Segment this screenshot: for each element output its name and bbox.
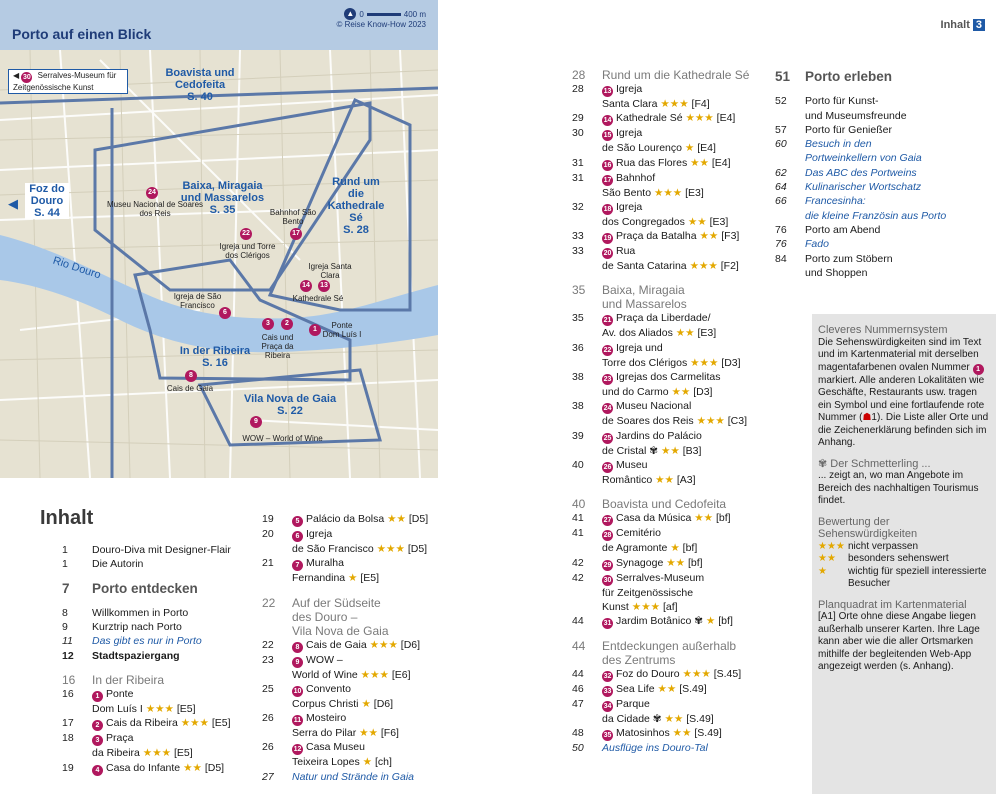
rating-stars: ★: [684, 142, 695, 155]
info-heading-rating: Bewertung der Sehenswürdigkeiten: [818, 515, 918, 540]
running-head: Inhalt 3: [941, 19, 985, 31]
info-heading-grid: Planquadrat im Kartenmaterial: [818, 598, 967, 611]
toc-entry: dos Congregados ★★ [E3]: [602, 215, 729, 228]
toc-entry: 44 31 Jardim Botânico ✾ ★ [bf]: [572, 615, 733, 628]
toc-entry: 66 Francesinha:: [775, 195, 866, 208]
toc-entry: de Agramonte ★ [bf]: [602, 542, 698, 555]
toc-entry: 12 Stadtspaziergang: [62, 649, 180, 662]
left-page: [0, 0, 470, 800]
sight-number-badge: 14: [603, 117, 612, 125]
area-label-kathedrale: Rund um die Kathedrale Sé S. 28: [327, 176, 385, 236]
rating-stars: ★★: [359, 727, 378, 740]
toc-entry: 21 7 Muralha: [262, 557, 344, 570]
rating-stars: ★: [362, 756, 373, 769]
map-scale: ▲ 0 400 m © Reise Know-How 2023: [336, 9, 426, 29]
sight-number-badge: 12: [293, 746, 302, 754]
sight-number-badge: 3: [92, 735, 103, 746]
grid-reference: [S.45]: [713, 668, 742, 681]
grid-reference: [F3]: [721, 230, 740, 243]
grid-reference: [E6]: [391, 668, 411, 681]
toc-entry: 48 35 Matosinhos ★★ [S.49]: [572, 727, 722, 740]
toc-entry: 51 Porto erleben: [775, 69, 893, 84]
grid-reference: [E4]: [716, 112, 736, 125]
rating-stars: ★: [670, 542, 680, 555]
toc-entry: 22 8 Cais de Gaia ★★★ [D6]: [262, 638, 421, 651]
toc-entry: 28 13 Igreja: [572, 83, 643, 95]
sight-number-badge: 25: [603, 434, 612, 442]
toc-entry: 16 In der Ribeira: [62, 673, 165, 688]
toc-entry: 46 33 Sea Life ★★ [S.49]: [572, 683, 707, 696]
rating-stars: ★★: [661, 444, 680, 457]
rating-stars: ★★★: [376, 543, 405, 555]
area-label-boavista: Boavista und Cedofeita S. 40: [165, 67, 235, 103]
sight-number-badge: 7: [292, 560, 303, 571]
toc-entry: 23 9 WOW –: [262, 653, 343, 666]
toc-entry: de Cristal ✾ ★★ [B3]: [602, 444, 702, 457]
scale-bar: [367, 13, 401, 16]
grid-reference: [bf]: [687, 556, 703, 569]
sight-number-badge: 29: [603, 561, 612, 569]
toc-entry: 17 2 Cais da Ribeira ★★★ [E5]: [62, 717, 231, 730]
rating-stars: ★★: [655, 473, 674, 486]
toc-entry: 57 Porto für Genießer: [775, 123, 892, 136]
toc-column-3: [572, 68, 752, 756]
sight-number-badge: 34: [603, 703, 612, 711]
rating-stars: ★★★: [682, 668, 711, 681]
page-number: 3: [973, 19, 985, 31]
info-heading-butterfly: ✾ Der Schmetterling ...: [818, 457, 931, 470]
sight-number-badge: 8: [292, 642, 303, 653]
rating-stars: ★: [361, 697, 371, 710]
toc-entry: de Soares dos Reis ★★★ [C3]: [602, 415, 747, 428]
toc-entry: 28 Rund um die Kathedrale Sé: [572, 68, 750, 82]
toc-entry: Santa Clara ★★★ [F4]: [602, 98, 710, 110]
place-bahnhof: Bahnhof São Bento: [269, 208, 317, 226]
toc-entry: 35 Baixa, Miragaia: [572, 283, 685, 298]
place-cais-praca: Cais und Praça da Ribeira: [261, 333, 294, 360]
grid-reference: [F2]: [720, 260, 739, 273]
toc-entry: 33 20 Rua: [572, 245, 636, 258]
grid-reference: [af]: [662, 600, 678, 613]
grid-reference: [E3]: [685, 186, 704, 199]
sight-number-badge: 20: [603, 250, 612, 258]
rating-stars: ★★★: [631, 600, 661, 613]
grid-reference: [E5]: [173, 747, 193, 760]
toc-entry: 47 34 Parque: [572, 698, 650, 711]
toc-entry: 52 Porto für Kunst-: [775, 95, 879, 108]
sight-number-badge: 5: [292, 516, 303, 527]
toc-entry: 35 21 Praça da Liberdade/: [572, 312, 711, 325]
toc-entry: 27 Natur und Strände in Gaia: [262, 770, 414, 783]
toc-title: Inhalt: [40, 507, 94, 529]
map-pin-14: 14: [300, 280, 312, 292]
toc-entry: Dom Luís I ★★★ [E5]: [92, 703, 196, 716]
map-pin-22: 22: [240, 228, 252, 240]
toc-entry: 20 6 Igreja: [262, 528, 333, 540]
grid-reference: [E5]: [176, 703, 196, 716]
rating-stars: ★★: [690, 156, 709, 169]
sight-number-badge: 15: [603, 132, 612, 140]
sight-number-badge: 13: [603, 88, 612, 95]
toc-entry: 11 Das gibt es nur in Porto: [62, 635, 202, 648]
toc-entry: 22 Auf der Südseite: [262, 595, 381, 610]
toc-entry: Fernandina ★ [E5]: [292, 572, 380, 585]
toc-entry: 84 Porto zum Stöbern: [775, 252, 893, 265]
toc-entry: und Massarelos: [602, 297, 687, 312]
west-arrow-icon: ◀: [8, 196, 18, 211]
rating-stars: ★: [348, 572, 358, 585]
grid-reference: [D3]: [693, 386, 713, 399]
rating-stars: ★★: [687, 215, 707, 228]
map-pin-9: 9: [250, 416, 262, 428]
toc-entry: 44 32 Foz do Douro ★★★ [S.45]: [572, 668, 742, 681]
rating-stars: ★★: [699, 230, 719, 243]
grid-reference: [D6]: [373, 697, 394, 710]
map-copyright: © Reise Know-How 2023: [336, 20, 426, 29]
toc-entry: da Ribeira ★★★ [E5]: [92, 747, 193, 760]
toc-entry: Portweinkellern von Gaia: [805, 152, 922, 165]
grid-reference: [S.49]: [679, 683, 707, 696]
rating-stars: ★★: [666, 556, 686, 569]
grid-reference: [D6]: [400, 638, 421, 651]
sight-number-badge: 35: [603, 732, 612, 740]
place-museu: Museu Nacional de Soares dos Reis: [106, 200, 204, 218]
sight-number-badge: 10: [293, 687, 302, 695]
sight-number-badge: 32: [603, 673, 612, 681]
toc-entry: 40 26 Museu: [572, 458, 648, 471]
rating-stars: ★★: [387, 513, 406, 525]
rating-stars: ★★★: [142, 747, 172, 760]
toc-entry: für Zeitgenössische: [602, 586, 694, 599]
grid-reference: [S.49]: [686, 713, 714, 726]
toc-entry: Teixeira Lopes ★ [ch]: [292, 756, 392, 769]
place-wow: WOW – World of Wine: [242, 434, 323, 443]
toc-entry: 50 Ausflüge ins Douro-Tal: [572, 742, 708, 755]
info-box: [812, 314, 996, 794]
toc-entry: Corpus Christi ★ [D6]: [292, 697, 394, 710]
toc-entry: 36 22 Igreja und: [572, 341, 663, 354]
sight-number-badge: 6: [292, 531, 303, 542]
toc-entry: 76 Porto am Abend: [775, 223, 881, 236]
toc-entry: de São Francisco ★★★ [D5]: [292, 543, 428, 555]
toc-entry: 19 4 Casa do Infante ★★ [D5]: [62, 761, 225, 774]
rating-stars: ★★★: [653, 186, 683, 199]
toc-entry: 41 28 Cemitério: [572, 527, 661, 540]
toc-entry: da Cidade ✾ ★★ [S.49]: [602, 713, 714, 726]
toc-entry: des Douro –: [292, 609, 358, 624]
area-label-ribeira: In der Ribeira S. 16: [179, 345, 251, 369]
sight-number-badge: 11: [293, 717, 302, 725]
rating-stars: ★★★: [180, 717, 209, 730]
info-text-grid: [A1] Orte ohne diese Angabe liegen außerhalb unserer Karten. Ihre Lage kann aber wie die aller Ortsmarken mithilfe der begleitenden Web-App angezeigt werden (s. Anhang).: [818, 611, 980, 672]
area-label-foz: Foz do Douro S. 44: [25, 183, 69, 219]
grid-reference: [bf]: [715, 512, 731, 525]
sight-number-badge: 23: [603, 376, 612, 384]
grid-reference: [E3]: [709, 215, 729, 228]
grid-reference: [bf]: [718, 615, 733, 628]
toc-entry: 29 14 Kathedrale Sé ★★★ [E4]: [572, 112, 736, 125]
river-label: Rio Douro: [51, 254, 103, 282]
toc-entry: 39 25 Jardins do Palácio: [572, 429, 702, 442]
toc-entry: Serra do Pilar ★★ [F6]: [292, 727, 399, 740]
toc-column-1: [62, 543, 252, 776]
grid-reference: [F4]: [691, 98, 710, 110]
map-pin-2: 2: [281, 318, 293, 330]
rating-legend: ★★★ nicht verpassen ★★ besonders sehenswert ★ wichtig für speziell interessierte Besucher: [818, 540, 987, 589]
rating-stars: ★★★: [369, 638, 398, 651]
area-label-baixa: Baixa, Miragaia und Massarelos S. 35: [180, 180, 265, 216]
toc-entry: 30 15 Igreja: [572, 127, 643, 140]
rating-stars: ★★★: [660, 98, 689, 110]
sight-number-badge: 17: [603, 176, 612, 184]
toc-entry: 42 30 Serralves-Museum: [572, 571, 705, 584]
toc-entry: 8 Willkommen in Porto: [62, 606, 189, 619]
toc-entry: de Santa Catarina ★★★ [F2]: [602, 260, 739, 273]
rating-stars: ★★: [183, 761, 202, 774]
red-marker-icon: ☗: [862, 412, 872, 423]
sight-number-badge: 4: [92, 765, 103, 776]
toc-entry: 7 Porto entdecken: [62, 580, 198, 596]
rating-stars: ★★★: [696, 415, 725, 428]
sight-number-badge: 18: [603, 205, 612, 213]
area-label-gaia: Vila Nova de Gaia S. 22: [243, 393, 337, 417]
toc-entry: 31 16 Rua das Flores ★★ [E4]: [572, 156, 731, 169]
sight-number-badge: 2: [92, 720, 103, 731]
rating-stars: ★★: [672, 727, 692, 740]
sight-number-badge: 1: [92, 691, 103, 702]
toc-entry: São Bento ★★★ [E3]: [602, 186, 704, 199]
grid-reference: [D5]: [407, 543, 428, 555]
grid-reference: [S.49]: [694, 727, 722, 740]
rating-stars: ★★: [694, 512, 714, 525]
grid-reference: [A3]: [676, 473, 696, 486]
grid-reference: [E5]: [360, 572, 380, 585]
toc-entry: 42 29 Synagoge ★★ [bf]: [572, 556, 703, 569]
grid-reference: [E5]: [211, 717, 231, 730]
toc-entry: 16 1 Ponte: [62, 688, 134, 701]
place-sao-francisco: Igreja de São Francisco: [173, 292, 222, 310]
sight-number-badge: 28: [603, 532, 612, 540]
map-pin-3: 3: [262, 318, 274, 330]
rating-stars: ★★: [657, 683, 677, 696]
sight-number-badge: 19: [603, 235, 612, 243]
toc-entry: des Zentrums: [602, 653, 676, 668]
toc-entry: und Museumsfreunde: [805, 109, 907, 122]
toc-entry: 40 Boavista und Cedofeita: [572, 497, 727, 512]
toc-entry: 18 3 Praça: [62, 732, 134, 745]
sight-number-badge: 26: [603, 463, 612, 471]
toc-entry: Torre dos Clérigos ★★★ [D3]: [602, 356, 741, 369]
place-cais-gaia: Cais de Gaia: [166, 384, 214, 393]
place-santa-clara: Igreja Santa Clara: [308, 262, 352, 280]
grid-reference: [D5]: [408, 513, 429, 525]
grid-reference: [E4]: [697, 142, 716, 155]
info-heading-numbering: Cleveres Nummernsystem: [818, 324, 948, 336]
toc-entry: de São Lourenço ★ [E4]: [602, 142, 716, 155]
toc-entry: World of Wine ★★★ [E6]: [292, 668, 411, 681]
place-kathedrale: Kathedrale Sé: [292, 294, 344, 303]
toc-entry: 33 19 Praça da Batalha ★★ [F3]: [572, 230, 740, 243]
toc-entry: 1 Douro-Diva mit Designer-Flair: [62, 544, 231, 556]
right-page: [470, 0, 1000, 800]
map-pin-6: 6: [219, 307, 231, 319]
sight-number-badge: 24: [603, 405, 612, 413]
rating-stars: ★: [705, 615, 716, 628]
rating-stars: ★★: [664, 713, 684, 726]
sight-number-badge: 30: [603, 576, 612, 584]
rating-stars: ★★: [675, 327, 695, 340]
map-pin-8: 8: [185, 370, 197, 382]
sight-number-badge: 31: [603, 620, 612, 628]
overview-map: [0, 0, 438, 478]
toc-entry: 38 24 Museu Nacional: [572, 400, 692, 413]
toc-entry: und Shoppen: [805, 266, 868, 279]
toc-entry: Vila Nova de Gaia: [292, 623, 389, 638]
rating-stars: ★★★: [685, 112, 714, 125]
toc-entry: 41 27 Casa da Música ★★ [bf]: [572, 512, 731, 525]
info-text-numbering: Die Sehenswürdigkeiten sind im Text und im Kartenmaterial mit derselben magentafarbenen ovalen Nummer 1 markiert. Alle anderen Lokalitäten wie Geschäfte, Restaurants usw. tragen ein Symbol und eine fortlaufende rote Nummer (☗1). Die Liste aller Orte und die Zeichenerklärung befinden sich im Anhang.: [818, 336, 989, 448]
toc-entry: 26 12 Casa Museu: [262, 741, 365, 754]
toc-entry: 1 Die Autorin: [62, 558, 144, 571]
toc-entry: 60 Besuch in den: [775, 138, 872, 151]
grid-reference: [D5]: [204, 761, 225, 774]
toc-entry: 38 23 Igrejas dos Carmelitas: [572, 371, 721, 384]
grid-reference: [C3]: [727, 415, 747, 428]
toc-column-2: [262, 512, 462, 784]
rating-stars: ★★: [671, 386, 691, 399]
grid-reference: [D3]: [721, 356, 741, 369]
toc-entry: 26 11 Mosteiro: [262, 712, 347, 725]
toc-entry: Av. dos Aliados ★★ [E3]: [602, 327, 717, 340]
map-pin-24: 24: [146, 187, 158, 199]
grid-reference: [E3]: [697, 327, 717, 340]
back-arrow-icon: ◀: [13, 71, 20, 80]
rating-stars: ★★★: [360, 668, 389, 681]
toc-entry: 44 Entdeckungen außerhalb: [572, 639, 737, 654]
map-title: Porto auf einen Blick: [12, 26, 152, 42]
sight-number-badge: 33: [603, 688, 612, 696]
toc-column-4: [775, 70, 990, 280]
grid-reference: [bf]: [682, 542, 698, 555]
toc-entry: 76 Fado: [775, 238, 829, 251]
toc-entry: 19 5 Palácio da Bolsa ★★ [D5]: [262, 513, 429, 525]
sight-number-badge: 16: [603, 161, 612, 169]
map-pin-1: 1: [309, 324, 321, 336]
toc-entry: 25 10 Convento: [262, 682, 351, 695]
rating-stars: ★★★: [690, 356, 719, 369]
place-ponte: Ponte Dom Luís I: [322, 321, 362, 339]
toc-entry: und do Carmo ★★ [D3]: [602, 386, 713, 399]
toc-entry: 32 18 Igreja: [572, 200, 643, 213]
sight-number-badge: 27: [603, 517, 612, 525]
toc-entry: 64 Kulinarischer Wortschatz: [775, 181, 922, 194]
rating-stars: ★★★: [145, 703, 174, 716]
rating-stars: ★★★: [689, 260, 718, 273]
grid-reference: [ch]: [374, 756, 392, 769]
place-igreja-torre: Igreja und Torre dos Clérigos: [219, 242, 276, 260]
toc-entry: die kleine Französin aus Porto: [805, 209, 947, 222]
toc-entry: Kunst ★★★ [af]: [602, 600, 678, 613]
sight-number-badge: 9: [292, 657, 303, 668]
grid-reference: [E4]: [711, 156, 731, 169]
toc-entry: 31 17 Bahnhof: [572, 171, 656, 184]
info-text-butterfly: ... zeigt an, wo man Angebote im Bereich des nachhaltigen Tourismus findet.: [818, 470, 979, 506]
north-arrow-icon: ▲: [344, 8, 356, 20]
toc-entry: Romântico ★★ [A3]: [602, 473, 696, 486]
sight-number-badge: 21: [603, 317, 612, 325]
map-pin-13: 13: [318, 280, 330, 292]
grid-reference: [F6]: [380, 727, 399, 740]
toc-entry: 9 Kurztrip nach Porto: [62, 621, 182, 634]
toc-entry: 62 Das ABC des Portweins: [775, 166, 917, 179]
sight-number-badge: 22: [603, 346, 612, 354]
serralves-marker: ◀ 30 Serralves-Museum für Zeitgenössische Kunst: [8, 69, 128, 94]
grid-reference: [B3]: [682, 444, 702, 457]
map-pin-17: 17: [290, 228, 302, 240]
